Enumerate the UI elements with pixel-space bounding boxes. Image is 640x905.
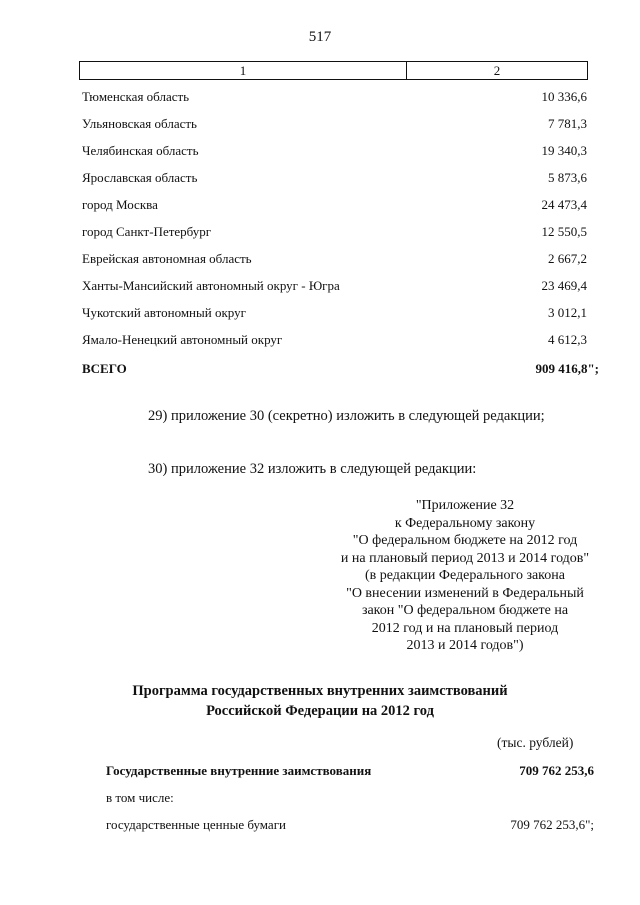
row-value: 4 612,3 [548,332,587,347]
row-region-name: Тюменская область [82,89,190,104]
row-value: 10 336,6 [541,89,587,104]
appendix-line: (в редакции Федерального закона [365,568,565,583]
borrowings-main-value: 709 762 253,6 [519,763,594,778]
total-label: ВСЕГО [82,361,127,376]
appendix-line: "О внесении изменений в Федеральный [346,585,584,601]
table-row [82,330,587,350]
table-row [82,168,587,188]
table-header-col1: 1 [80,62,407,79]
table-row [82,114,587,134]
row-value: 5 873,6 [548,170,587,185]
unit-label: (тыс. рублей) [497,735,574,750]
table-row [82,249,587,269]
appendix-line: "О федеральном бюджете на 2012 год [352,533,578,548]
borrowings-securities-value: 709 762 253,6"; [510,817,594,832]
row-region-name: Челябинская область [82,143,199,158]
appendix-line: 2012 год и на плановый период [371,620,559,636]
table-total-row [82,359,599,379]
row-region-name: город Москва [82,197,158,212]
row-region-name: город Санкт-Петербург [82,224,212,239]
row-region-name: Ярославская область [82,170,198,185]
row-value: 7 781,3 [548,116,587,131]
row-region-name: Ульяновская область [82,116,197,131]
appendix-line: и на плановый период 2013 и 2014 годов" [340,550,590,566]
table-row [82,276,587,296]
table-row [82,87,587,107]
row-value: 23 469,4 [541,278,587,293]
row-value: 19 340,3 [541,143,587,158]
table-row [82,303,587,323]
appendix-line: к Федеральному закону [394,515,536,531]
program-title-line2: Российской Федерации на 2012 год [206,703,434,719]
row-region-name: Ямало-Ненецкий автономный округ [82,332,283,347]
row-value: 2 667,2 [548,251,587,266]
appendix-line: "Приложение 32 [415,498,515,513]
table-header-col2: 2 [493,63,501,78]
row-value: 24 473,4 [541,197,587,212]
program-title [0,681,640,721]
row-value: 3 012,1 [548,305,587,320]
paragraph-30: 30) приложение 32 изложить в следующей редакции: [148,461,477,477]
borrowings-including-label: в том числе: [106,790,174,805]
table-header [79,61,588,80]
borrowings-main-label: Государственные внутренние заимствования [106,763,372,778]
page-number: 517 [308,29,332,45]
paragraph-29: 29) приложение 30 (секретно) изложить в следующей редакции; [148,408,545,424]
row-region-name: Чукотский автономный округ [82,305,246,320]
table-row [82,222,587,242]
program-title-line1: Программа государственных внутренних заимствований [132,683,508,699]
row-region-name: Ханты-Мансийский автономный округ - Югра [82,278,340,293]
total-value: 909 416,8"; [535,361,599,376]
row-value: 12 550,5 [541,224,587,239]
appendix-line: 2013 и 2014 годов") [406,638,524,653]
appendix-heading [320,497,610,655]
table-row [82,141,587,161]
table-row [82,195,587,215]
borrowings-securities-label: государственные ценные бумаги [106,817,286,832]
row-region-name: Еврейская автономная область [82,251,252,266]
appendix-line: закон "О федеральном бюджете на [361,603,569,618]
